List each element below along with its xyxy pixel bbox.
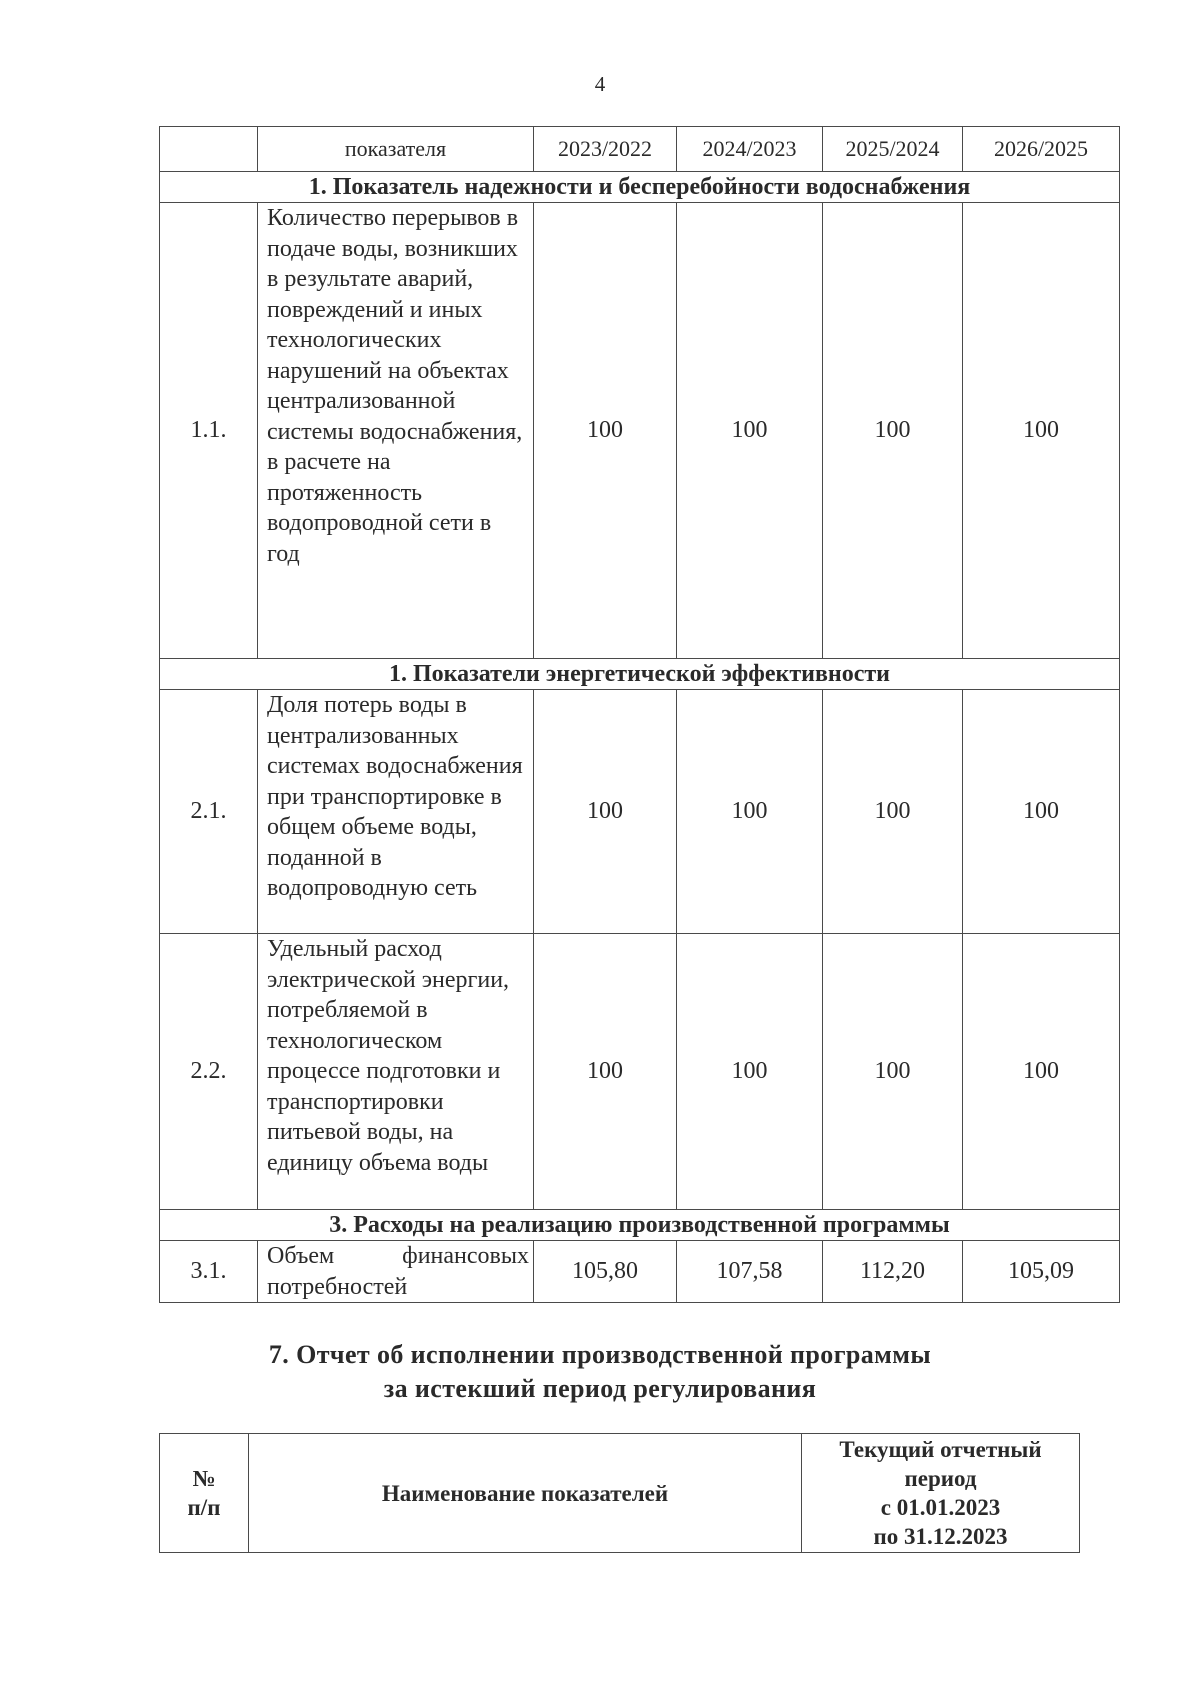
header-period-cell: 2023/2022 xyxy=(534,127,677,172)
report-title-line: 7. Отчет об исполнении производственной программы xyxy=(268,1340,932,1369)
indicator-value: 100 xyxy=(823,203,963,659)
report-header-line: по 31.12.2023 xyxy=(873,1524,1008,1549)
table-row xyxy=(160,690,1120,934)
indicator-value: 100 xyxy=(534,934,677,1210)
header-period-cell: 2025/2024 xyxy=(823,127,963,172)
report-header-line: п/п xyxy=(187,1495,221,1520)
table-row xyxy=(160,1241,1120,1303)
indicator-value: 105,09 xyxy=(963,1241,1120,1303)
report-header-num xyxy=(160,1434,249,1553)
table-row xyxy=(160,203,1120,659)
row-number: 3.1. xyxy=(160,1241,258,1303)
indicator-name: Количество перерывов в подаче воды, возникших в результате аварий, повреждений и иных технологических нарушений на объектах централизованной системы водоснабжения, в расчете на протяженность водопроводной сети в год xyxy=(258,203,534,659)
section-header-row xyxy=(160,1210,1120,1241)
report-header-name: Наименование показателей xyxy=(249,1434,802,1553)
section-title: 1. Показатели энергетической эффективности xyxy=(160,659,1120,690)
indicator-value: 100 xyxy=(823,934,963,1210)
indicator-value: 100 xyxy=(677,203,823,659)
indicator-value: 100 xyxy=(963,934,1120,1210)
row-number: 2.2. xyxy=(160,934,258,1210)
indicator-value: 100 xyxy=(963,690,1120,934)
indicator-value: 105,80 xyxy=(534,1241,677,1303)
page-number: 4 xyxy=(594,72,606,96)
indicator-value: 112,20 xyxy=(823,1241,963,1303)
indicator-value: 100 xyxy=(677,934,823,1210)
report-table xyxy=(159,1433,1080,1553)
report-header-line: Текущий отчетный xyxy=(839,1437,1042,1462)
report-header-line: с 01.01.2023 xyxy=(880,1495,1001,1520)
report-section-title xyxy=(0,1338,1200,1406)
section-title: 1. Показатель надежности и бесперебойности водоснабжения xyxy=(160,172,1120,203)
indicator-name-line: Объем финансовых xyxy=(267,1243,529,1269)
header-period-cell: 2026/2025 xyxy=(963,127,1120,172)
table-header-row xyxy=(160,127,1120,172)
indicator-value: 100 xyxy=(677,690,823,934)
indicator-value: 107,58 xyxy=(677,1241,823,1303)
row-number: 2.1. xyxy=(160,690,258,934)
report-header-line: период xyxy=(904,1466,977,1491)
indicator-name-line: потребностей xyxy=(267,1273,408,1300)
indicators-table xyxy=(159,126,1120,1303)
indicator-value: 100 xyxy=(823,690,963,934)
header-period-cell: 2024/2023 xyxy=(677,127,823,172)
section-header-row xyxy=(160,659,1120,690)
indicator-name: Доля потерь воды в централизованных системах водоснабжения при транспортировке в общем объеме воды, поданной в водопроводную сеть xyxy=(258,690,534,934)
section-title: 3. Расходы на реализацию производственной программы xyxy=(160,1210,1120,1241)
indicator-value: 100 xyxy=(963,203,1120,659)
indicator-name: Удельный расход электрической энергии, потребляемой в технологическом процессе подготовки и транспортировки питьевой воды, на единицу объема воды xyxy=(258,934,534,1210)
header-name-cell: показателя xyxy=(258,127,534,172)
section-header-row xyxy=(160,172,1120,203)
indicator-name xyxy=(258,1241,534,1303)
report-header-period xyxy=(802,1434,1080,1553)
report-title-line: за истекший период регулирования xyxy=(383,1374,817,1403)
indicator-value: 100 xyxy=(534,690,677,934)
report-header-line: № xyxy=(192,1466,216,1491)
indicator-value: 100 xyxy=(534,203,677,659)
header-num-cell xyxy=(160,127,258,172)
report-table-header-row xyxy=(160,1434,1080,1553)
row-number: 1.1. xyxy=(160,203,258,659)
table-row xyxy=(160,934,1120,1210)
